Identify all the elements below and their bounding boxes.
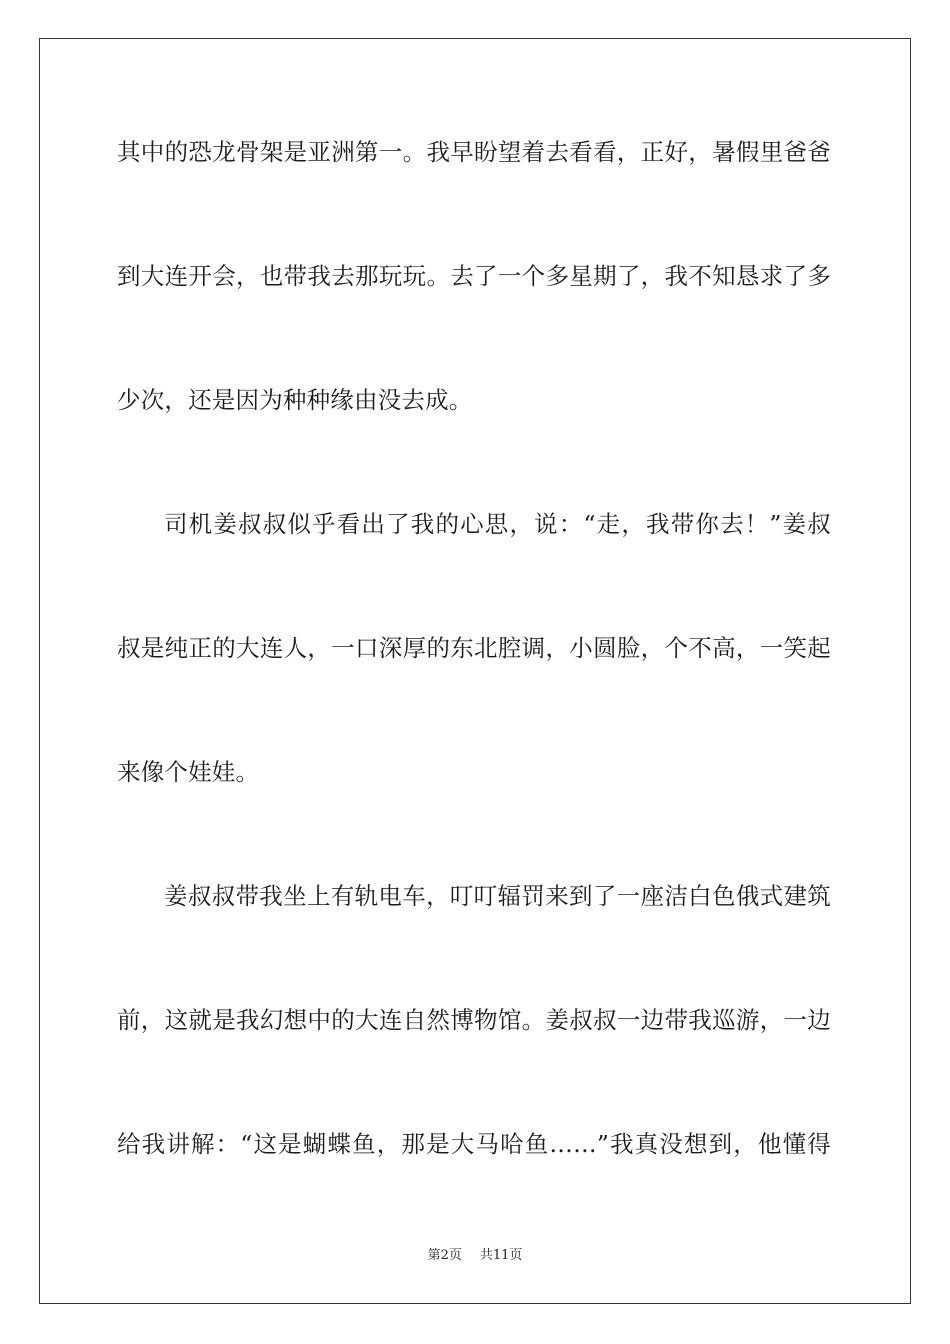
page-footer xyxy=(0,1248,950,1264)
text-line-7: 姜叔叔带我坐上有轨电车，叮叮辐罚来到了一座洁白色俄式建筑 xyxy=(164,882,831,910)
text-line-1: 其中的恐龙骨架是亚洲第一。我早盼望着去看看，正好，暑假里爸爸 xyxy=(117,138,831,166)
text-line-6: 来像个娃娃。 xyxy=(117,758,260,786)
text-line-8: 前，这就是我幻想中的大连自然博物馆。姜叔叔一边带我巡游，一边 xyxy=(117,1006,831,1034)
text-line-5: 叔是纯正的大连人，一口深厚的东北腔调，小圆脸，个不高，一笑起 xyxy=(117,634,831,662)
page-number: 第2页 xyxy=(427,1248,462,1263)
page-total: 共11页 xyxy=(479,1248,523,1263)
text-line-9: 给我讲解：“这是蝴蝶鱼，那是大马哈鱼……”我真没想到，他懂得 xyxy=(117,1130,831,1158)
text-line-4: 司机姜叔叔似乎看出了我的心思，说：“走，我带你去！”姜叔 xyxy=(164,510,831,538)
text-line-2: 到大连开会，也带我去那玩玩。去了一个多星期了，我不知恳求了多 xyxy=(117,262,831,290)
text-line-3: 少次，还是因为种种缘由没去成。 xyxy=(117,386,473,414)
page-border xyxy=(39,38,911,1304)
